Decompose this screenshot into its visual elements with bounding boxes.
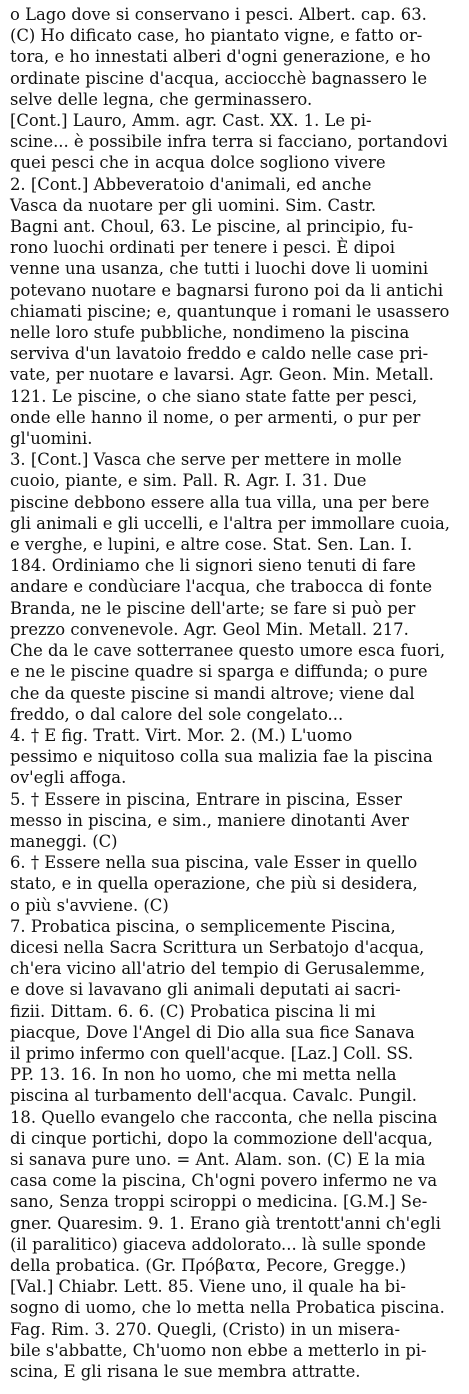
text-line: fizii. Dittam. 6. 6. (C) Probatica piscina li mi <box>10 1001 376 1021</box>
text-line: freddo, o dal calore del sole congelato... <box>10 704 344 724</box>
text-line: o più s'avviene. (C) <box>10 895 169 915</box>
text-line: ch'era vicino all'atrio del tempio di Gerusalemme, <box>10 959 426 979</box>
text-line: stato, e in quella operazione, che più si desidera, <box>10 874 418 894</box>
text-line: e ne le piscine quadre si sparga e diffunda; o pure <box>10 662 428 682</box>
text-line: 121. Le piscine, o che siano state fatte per pesci, <box>10 386 418 406</box>
text-line: vate, per nuotare e lavarsi. Agr. Geon. Min. Metall. <box>10 365 434 385</box>
text-line: quei pesci che in acqua dolce sogliono vivere <box>10 153 386 173</box>
text-line: sano, Senza troppi sciroppi o medicina. [G.M.] Se- <box>10 1192 428 1212</box>
text-line: PP. 13. 16. In non ho uomo, che mi metta nella <box>10 1065 397 1085</box>
text-line: rono luochi ordinati per tenere i pesci. È dipoi <box>10 238 395 258</box>
text-line: serviva d'un lavatoio freddo e caldo nelle case pri- <box>10 344 429 364</box>
text-line: (C) Ho dificato case, ho piantato vigne, e fatto or- <box>10 26 423 46</box>
text-line: sogno di uomo, che lo metta nella Probatica piscina. <box>10 1298 445 1318</box>
text-line: prezzo convenevole. Agr. Geol Min. Metall. 217. <box>10 619 409 639</box>
text-line: Fag. Rim. 3. 270. Quegli, (Cristo) in un misera- <box>10 1319 400 1339</box>
text-line: venne una usanza, che tutti i luochi dove li uomini <box>10 259 429 279</box>
text-line: dicesi nella Sacra Scrittura un Serbatojo d'acqua, <box>10 937 425 957</box>
text-line: chiamati piscine; e, quantunque i romani le usassero <box>10 301 450 321</box>
text-line: cuoio, piante, e sim. Pall. R. Agr. I. 31. Due <box>10 471 367 491</box>
text-line: bile s'abbatte, Ch'uomo non ebbe a metterlo in pi- <box>10 1340 427 1360</box>
text-line: piscina al turbamento dell'acqua. Cavalc. Pungil. <box>10 1086 417 1106</box>
text-line: 18. Quello evangelo che racconta, che nella piscina <box>10 1107 438 1127</box>
text-line: ov'egli affoga. <box>10 768 127 788</box>
entry-text <box>10 4 461 1382</box>
text-line: 184. Ordiniamo che li signori sieno tenuti di fare <box>10 556 416 576</box>
text-line: ordinate piscine d'acqua, acciocchè bagnassero le <box>10 68 428 88</box>
text-line: 4. † E fig. Tratt. Virt. Mor. 2. (M.) L'uomo <box>10 725 353 745</box>
text-line: 6. † Essere nella sua piscina, vale Esser in quello <box>10 853 418 873</box>
text-line: (il paralitico) giaceva addolorato... là sulle sponde <box>10 1234 427 1254</box>
text-line: casa come la piscina, Ch'ogni povero infermo ne va <box>10 1171 438 1191</box>
text-line: [Cont.] Lauro, Amm. agr. Cast. XX. 1. Le pi- <box>10 111 372 131</box>
text-line: maneggi. (C) <box>10 831 118 851</box>
text-line: Branda, ne le piscine dell'arte; se fare si può per <box>10 598 416 618</box>
text-line: gl'uomini. <box>10 429 93 449</box>
text-line: scine... è possibile infra terra si facciano, portandovi <box>10 132 448 152</box>
text-line: andare e condùciare l'acqua, che trabocca di fonte <box>10 577 433 597</box>
text-line: 3. [Cont.] Vasca che serve per mettere in molle <box>10 450 402 470</box>
text-line: messo in piscina, e sim., maniere dinotanti Aver <box>10 810 409 830</box>
text-line: e verghe, e lupini, e altre cose. Stat. Sen. Lan. I. <box>10 535 413 555</box>
text-line: di cinque portichi, dopo la commozione dell'acqua, <box>10 1128 433 1148</box>
text-line: Bagni ant. Choul, 63. Le piscine, al principio, fu- <box>10 217 414 237</box>
text-line: gner. Quaresim. 9. 1. Erano già trentott'anni ch'egli <box>10 1213 441 1233</box>
text-line: pessimo e niquitoso colla sua malizia fae la piscina <box>10 747 433 767</box>
text-line: Vasca da nuotare per gli uomini. Sim. Castr. <box>10 195 377 215</box>
text-line: 7. Probatica piscina, o semplicemente Piscina, <box>10 916 396 936</box>
text-line: 5. † Essere in piscina, Entrare in piscina, Esser <box>10 789 402 809</box>
text-line: piscine debbono essere alla tua villa, una per bere <box>10 492 430 512</box>
text-line: potevano nuotare e bagnarsi furono poi da li antichi <box>10 280 444 300</box>
text-line: piacque, Dove l'Angel di Dio alla sua fice Sanava <box>10 1022 415 1042</box>
text-line: che da queste piscine si mandi altrove; viene dal <box>10 683 415 703</box>
text-line: o Lago dove si conservano i pesci. Albert. cap. 63. <box>10 5 427 24</box>
text-line: onde elle hanno il nome, o per armenti, o pur per <box>10 407 421 427</box>
text-line: [Val.] Chiabr. Lett. 85. Viene uno, il quale ha bi- <box>10 1277 406 1297</box>
text-line: scina, E gli risana le sue membra attratte. <box>10 1362 361 1381</box>
text-line: selve delle legna, che germinassero. <box>10 89 313 109</box>
text-line: tora, e ho innestati alberi d'ogni generazione, e ho <box>10 47 431 67</box>
text-line: della probatica. (Gr. Πρόβατα, Pecore, Gregge.) <box>10 1255 407 1275</box>
text-line: il primo infermo con quell'acque. [Laz.] Coll. SS. <box>10 1043 414 1063</box>
text-line: Che da le cave sotterranee questo umore esca fuori, <box>10 641 446 661</box>
text-line: e dove si lavavano gli animali deputati ai sacri- <box>10 980 401 1000</box>
text-line: 2. [Cont.] Abbeveratoio d'animali, ed anche <box>10 174 372 194</box>
text-line: si sanava pure uno. = Ant. Alam. son. (C) E la mia <box>10 1149 426 1169</box>
text-line: nelle loro stufe pubbliche, nondimeno la piscina <box>10 323 410 343</box>
text-line: gli animali e gli uccelli, e l'altra per immollare cuoia, <box>10 513 450 533</box>
